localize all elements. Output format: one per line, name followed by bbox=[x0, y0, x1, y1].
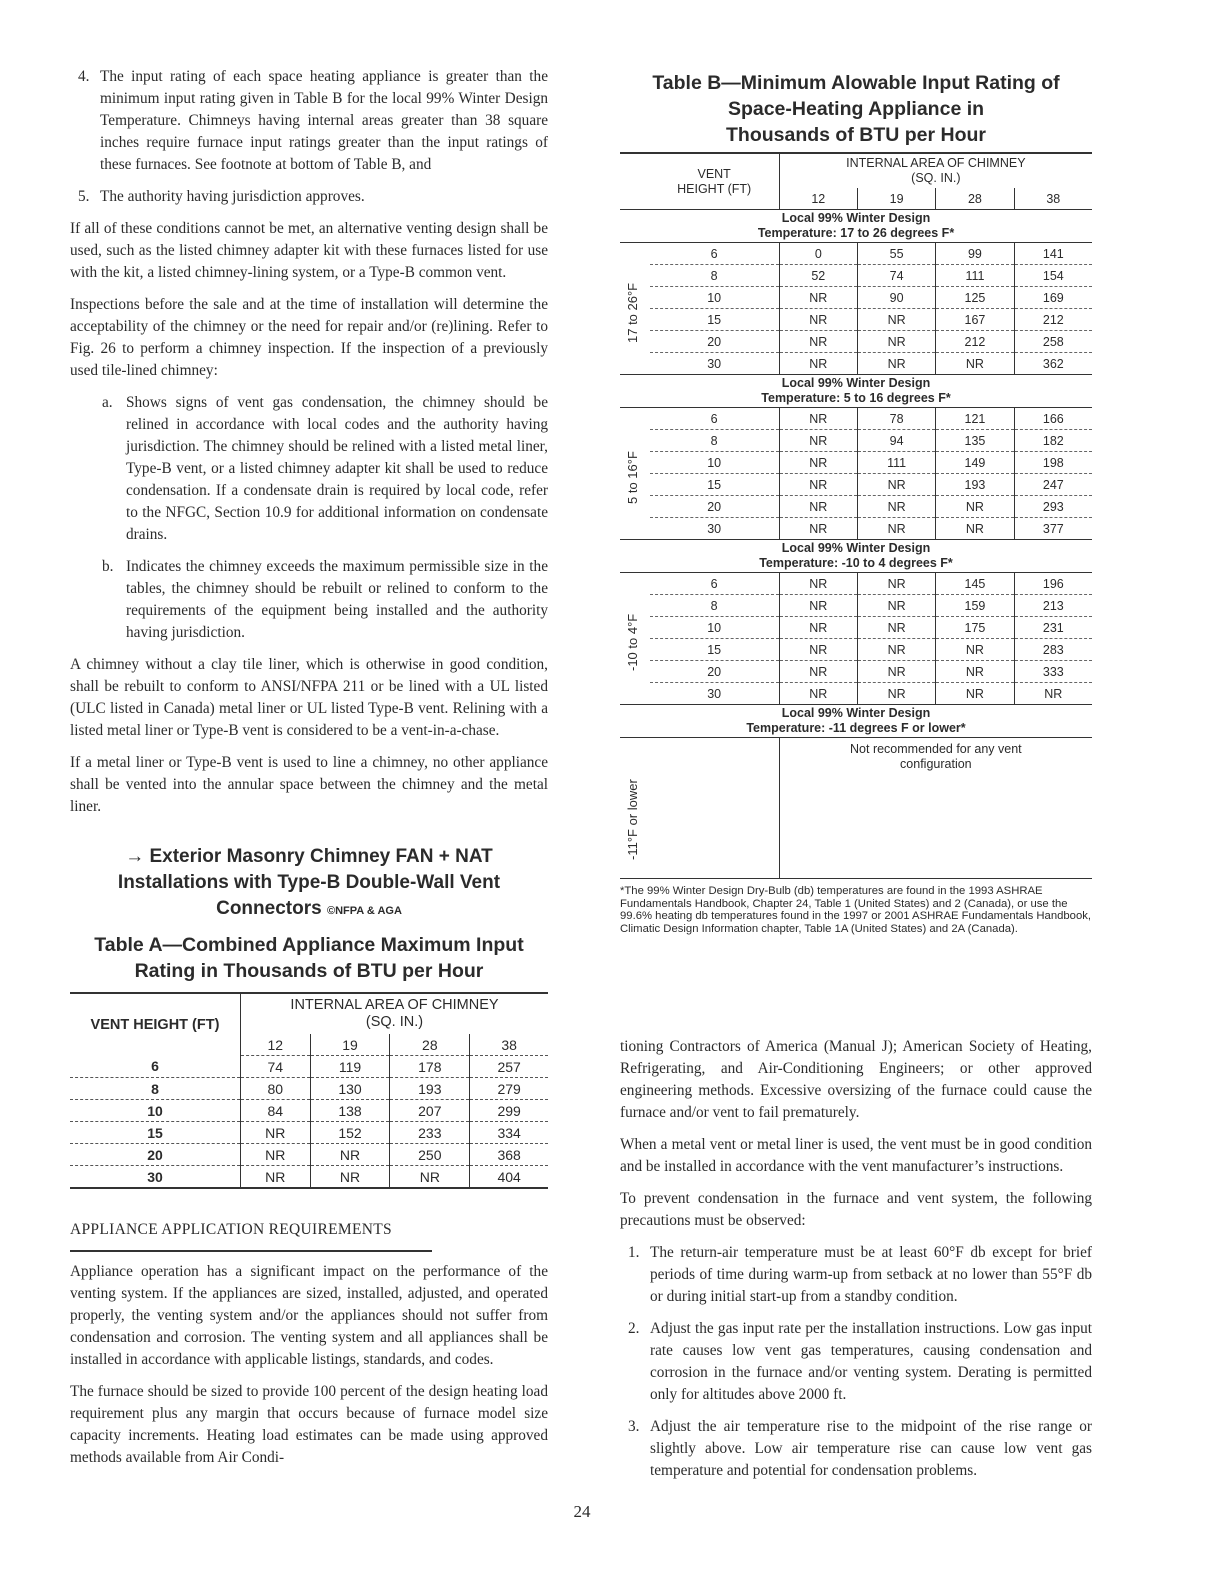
table-a-area-header: INTERNAL AREA OF CHIMNEY (SQ. IN.) bbox=[241, 993, 549, 1034]
table-row: 30 NR NR NR 362 bbox=[620, 353, 1092, 375]
table-row: 8 NR NR 159 213 bbox=[620, 595, 1092, 617]
list-item-1: 1. The return-air temperature must be at least 60°F db except for brief periods of time during warm-up from setback at no lower than 55°F db or during initial start-up from a standby condition. bbox=[628, 1244, 1092, 1305]
paragraph-alternative-venting: If all of these conditions cannot be met, an alternative venting design shall be used, such as the listed chimney adapter kit with these furnaces listed for use with the kit, a listed chimney-lining system, or a Type-B common vent. bbox=[70, 220, 548, 281]
table-row: 20 NR NR NR 293 bbox=[620, 496, 1092, 518]
table-row: 30 NR NR NR 377 bbox=[620, 518, 1092, 540]
table-b: VENT HEIGHT (FT) INTERNAL AREA OF CHIMNEY (SQ. IN.) 12 19 28 38 Local 99% Winter Design Temperature: 17 to 26 degrees F* 17 to 26°F 6 0 55 99 141 8 52 74 111 154 10 NR 90 125 169 15 NR NR 167 212 20 NR NR 212 258 30 NR NR NR 362 Local 99% Winter Design Temperature: 5 to 16 degrees F* 5 to 16°F 6 NR 78 121 166 8 NR 94 135 182 10 NR 111 149 198 15 NR NR 193 247 20 NR NR NR 293 30 NR NR NR 377 Local 99% Winter Design Temperature: -10 to 4 degrees F* -10 to 4°F 6 NR NR 145 196 8 NR NR 159 213 10 NR NR 175 231 15 NR NR NR 283 20 NR NR NR 333 30 NR NR NR NR Local 99% Winter Design Temperature: -11 degrees F or lower* -11°F or lower Not recommended for any vent configuration bbox=[620, 152, 1092, 879]
list-item-5: 5. The authority having jurisdiction approves. bbox=[78, 188, 365, 205]
table-row: 15 NR NR 167 212 bbox=[620, 309, 1092, 331]
table-a-col-12: 12 bbox=[241, 1034, 311, 1056]
table-a-vent-header: VENT HEIGHT (FT) bbox=[90, 1016, 220, 1033]
list-item-4: 4. The input rating of each space heating appliance is greater than the minimum input rating given in Table B for the local 99% Winter Design Temperature. Chimneys having internal areas greater than 38 square inches require furnace input ratings greater than the input ratings of these furnaces. See footnote at bottom of Table B, and bbox=[78, 68, 548, 173]
table-b-side-label: 5 to 16°F bbox=[625, 451, 640, 504]
table-row: 15 NR NR 193 247 bbox=[620, 474, 1092, 496]
table-row: 10 NR 111 149 198 bbox=[620, 452, 1092, 474]
table-a-col-38: 38 bbox=[470, 1034, 548, 1056]
paragraph-appliance-operation: Appliance operation has a significant impact on the performance of the venting system. If the appliances are sized, installed, adjusted, and operated properly, the venting system and/or the appliances should not suffer from condensation and corrosion. The venting system and all appliances shall be installed in accordance with applicable listings, standards, and codes. bbox=[70, 1263, 548, 1368]
table-b-side-label: -11°F or lower bbox=[625, 779, 640, 860]
left-column bbox=[70, 66, 548, 1479]
table-b-group-title: Local 99% Winter Design Temperature: 5 to 16 degrees F* bbox=[620, 375, 1092, 408]
list-item-b: b. Indicates the chimney exceeds the maximum permissible size in the tables, the chimney should be rebuilt or relined to conform to the requirements of the equipment being installed and the authority having jurisdiction. bbox=[102, 558, 548, 641]
page-number: 24 bbox=[573, 1502, 591, 1521]
paragraph-clay-tile: A chimney without a clay tile liner, which is otherwise in good condition, shall be rebuilt to conform to ANSI/NFPA 211 or be lined with a UL listed (ULC listed in Canada) metal liner or UL listed Type-B vent. Relining with a listed metal liner or Type-B vent is considered to be a vent-in-a-chase. bbox=[70, 656, 548, 739]
exterior-heading: → Exterior Masonry Chimney FAN + NAT Installations with Type-B Double-Wall Vent Connectors ©NFPA & AGA bbox=[117, 846, 501, 919]
table-b-vent-header: VENT HEIGHT (FT) bbox=[677, 166, 752, 196]
table-row: 30 NR NR NR 404 bbox=[70, 1166, 548, 1189]
table-row: 8 80 130 193 279 bbox=[70, 1078, 548, 1100]
right-column bbox=[620, 70, 1092, 1479]
table-row: 10 NR 90 125 169 bbox=[620, 287, 1092, 309]
table-row: 30 NR NR NR NR bbox=[620, 683, 1092, 705]
table-b-not-recommended: Not recommended for any vent configuration bbox=[779, 738, 1092, 879]
paragraph-inspections: Inspections before the sale and at the time of installation will determine the acceptability of the chimney or the need for repair and/or (re)lining. Refer to Fig. 26 to perform a chimney inspection. If the inspection of a previously used tile-lined chimney: bbox=[70, 296, 548, 379]
table-row: 15 NR 152 233 334 bbox=[70, 1122, 548, 1144]
table-row: 20 NR NR 212 258 bbox=[620, 331, 1092, 353]
list-item-a: a. Shows signs of vent gas condensation, the chimney should be relined in accordance with local codes and the authority having jurisdiction. The chimney should be relined with a listed metal liner, Type-B vent, or a listed chimney adapter kit shall be used to reduce condensation. If a condensate drain is required by local code, refer to the NFGC, Section 10.9 for additional information on condensate drains. bbox=[102, 394, 548, 543]
table-a-col-28: 28 bbox=[390, 1034, 470, 1056]
paragraph-metal-liner: If a metal liner or Type-B vent is used to line a chimney, no other appliance shall be vented into the annular space between the chimney and the metal liner. bbox=[70, 754, 548, 815]
paragraph-metal-vent: When a metal vent or metal liner is used, the vent must be in good condition and be installed in accordance with the vent manufacturer’s instructions. bbox=[620, 1136, 1092, 1175]
paragraph-prevent-condensation: To prevent condensation in the furnace and vent system, the following precautions must be observed: bbox=[620, 1190, 1092, 1229]
table-row: 20 NR NR 250 368 bbox=[70, 1144, 548, 1166]
table-row: 10 NR NR 175 231 bbox=[620, 617, 1092, 639]
table-a bbox=[70, 992, 548, 1189]
table-row bbox=[620, 738, 1092, 879]
list-item-2: 2. Adjust the gas input rate per the installation instructions. Low gas input rate causes low vent gas temperatures, causing condensation and corrosion in the furnace and/or venting system. Derating is permitted only for altitudes above 2000 ft. bbox=[628, 1320, 1092, 1403]
table-b-group-title: Local 99% Winter Design Temperature: -11 degrees F or lower* bbox=[620, 705, 1092, 738]
table-b-footnote: *The 99% Winter Design Dry-Bulb (db) temperatures are found in the 1993 ASHRAE Fundamentals Handbook, Chapter 24, Table 1 (United States) and 2 (Canada), or use the 99.6% heating db temperatures found in the 1997 or 2001 ASHRAE Fundamentals Handbook, Climatic Design Information chapter, Table 1A (United States) and 2A (Canada). bbox=[620, 885, 1092, 935]
table-b-area-header: INTERNAL AREA OF CHIMNEY (SQ. IN.) bbox=[779, 153, 1092, 188]
paragraph-contractors: tioning Contractors of America (Manual J); American Society of Heating, Refrigerating, and Air-Conditioning Engineers; or other approved engineering methods. Excessive oversizing of the furnace could cause the furnace and/or vent to fail prematurely. bbox=[620, 1038, 1092, 1121]
table-a-col-19: 19 bbox=[310, 1034, 390, 1056]
appliance-heading: APPLIANCE APPLICATION REQUIREMENTS bbox=[70, 1221, 548, 1261]
table-row: 15 NR NR NR 283 bbox=[620, 639, 1092, 661]
table-row: -10 to 4°F 6 NR NR 145 196 bbox=[620, 573, 1092, 595]
table-row: 6 74 119 178 257 bbox=[70, 1056, 548, 1078]
table-b-side-label: 17 to 26°F bbox=[625, 282, 640, 343]
table-row: 8 NR 94 135 182 bbox=[620, 430, 1092, 452]
table-row: 5 to 16°F 6 NR 78 121 166 bbox=[620, 408, 1092, 430]
table-b-title: Table B—Minimum Alowable Input Rating of Space-Heating Appliance in Thousands of BTU per Hour bbox=[652, 72, 1060, 146]
table-b-group-title: Local 99% Winter Design Temperature: -10 to 4 degrees F* bbox=[620, 540, 1092, 573]
right-column-text bbox=[620, 1036, 1092, 1492]
paragraph-furnace-sizing: The furnace should be sized to provide 100 percent of the design heating load requirement plus any margin that occurs because of furnace model size capacity increments. Heating load estimates can be made using approved methods available from Air Condi- bbox=[70, 1383, 548, 1466]
table-a-title: Table A—Combined Appliance Maximum Input Rating in Thousands of BTU per Hour bbox=[94, 934, 524, 982]
table-b-side-label: -10 to 4°F bbox=[625, 613, 640, 671]
table-row: 8 52 74 111 154 bbox=[620, 265, 1092, 287]
table-row: 20 NR NR NR 333 bbox=[620, 661, 1092, 683]
table-row: 10 84 138 207 299 bbox=[70, 1100, 548, 1122]
heading-underline bbox=[70, 1250, 432, 1252]
list-item-3: 3. Adjust the air temperature rise to the midpoint of the rise range or slightly above. Low air temperature rise can cause low vent gas temperature and potential for condensation problems. bbox=[628, 1418, 1092, 1479]
table-row: 17 to 26°F 6 0 55 99 141 bbox=[620, 243, 1092, 265]
table-b-group-title: Local 99% Winter Design Temperature: 17 to 26 degrees F* bbox=[620, 210, 1092, 243]
